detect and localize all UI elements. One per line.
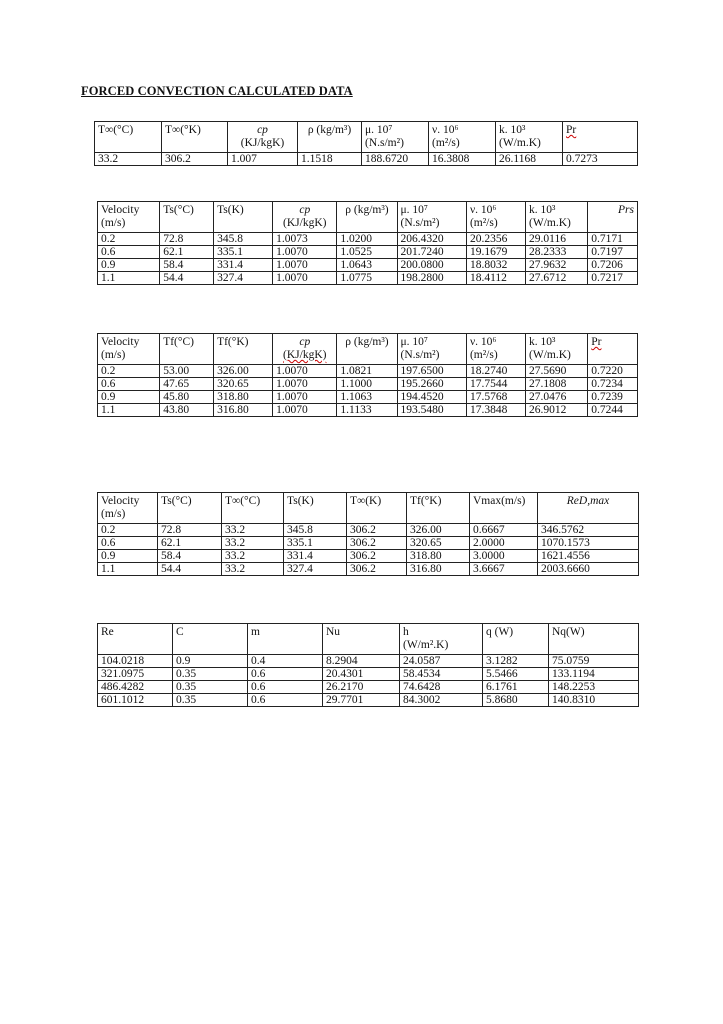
header-cell: Pr [563, 122, 638, 153]
header-cell: cp (KJ/kgK) [273, 334, 337, 365]
header-cell: Velocity (m/s) [98, 493, 158, 524]
table-row [98, 378, 638, 391]
header-cell: Nu [323, 624, 400, 655]
table-cell: 16.3808 [429, 153, 496, 166]
table-cell: 53.00 [160, 365, 214, 378]
header-cell: Pr [588, 334, 638, 365]
table-cell: 1.0525 [337, 246, 397, 259]
table-cell: 0.6 [248, 694, 323, 707]
table-cell: 27.0476 [526, 391, 588, 404]
table-cell: 0.6667 [470, 524, 538, 537]
table-cell: 27.1808 [526, 378, 588, 391]
table-cell: 20.2356 [466, 233, 525, 246]
table-cell: 1.0775 [337, 272, 397, 285]
table-cell: 0.7234 [588, 378, 638, 391]
table-cell: 3.1282 [483, 655, 549, 668]
table-cell: 306.2 [347, 537, 407, 550]
header-cell: Tf(°K) [214, 334, 273, 365]
table-cell: 0.9 [98, 259, 160, 272]
table-cell: 335.1 [214, 246, 273, 259]
table-cell: 140.8310 [549, 694, 639, 707]
table-cell: 1.1518 [298, 153, 362, 166]
header-cell: T∞(°C) [222, 493, 284, 524]
table-cell: 8.2904 [323, 655, 400, 668]
table-cell: 0.2 [98, 233, 160, 246]
table-cell: 18.2740 [466, 365, 525, 378]
table-row [98, 537, 639, 550]
table-row [98, 681, 639, 694]
table-cell: 198.2800 [397, 272, 466, 285]
header-cell: cp (KJ/kgK) [273, 202, 337, 233]
table-cell: 2003.6660 [538, 563, 639, 576]
header-cell: Velocity (m/s) [98, 202, 160, 233]
table-row [95, 153, 638, 166]
table-cell: 197.6500 [397, 365, 466, 378]
surface-properties-table [97, 201, 638, 285]
table-cell: 26.9012 [526, 404, 588, 417]
table-cell: 331.4 [214, 259, 273, 272]
table-cell: 0.2 [98, 524, 158, 537]
table-cell: 601.1012 [98, 694, 173, 707]
table-cell: 318.80 [407, 550, 470, 563]
table-cell: 47.65 [160, 378, 214, 391]
table-cell: 17.5768 [466, 391, 525, 404]
header-cell: ν. 10⁶ (m²/s) [466, 202, 525, 233]
table-cell: 1.1133 [337, 404, 397, 417]
table-cell: 195.2660 [397, 378, 466, 391]
table-cell: 0.6 [98, 537, 158, 550]
table-cell: 54.4 [158, 563, 222, 576]
table-cell: 72.8 [158, 524, 222, 537]
table-cell: 18.4112 [466, 272, 525, 285]
table-cell: 17.7544 [466, 378, 525, 391]
header-cell: ν. 10⁶ (m²/s) [466, 334, 525, 365]
table-cell: 321.0975 [98, 668, 173, 681]
table-cell: 316.80 [214, 404, 273, 417]
table-cell: 6.1761 [483, 681, 549, 694]
table-cell: 33.2 [222, 524, 284, 537]
table-cell: 28.2333 [526, 246, 588, 259]
header-cell: C [173, 624, 248, 655]
table-cell: 19.1679 [466, 246, 525, 259]
table-cell: 27.5690 [526, 365, 588, 378]
table-row [98, 259, 638, 272]
table-cell: 1.0200 [337, 233, 397, 246]
table-cell: 133.1194 [549, 668, 639, 681]
table-row [98, 524, 639, 537]
table-cell: 1.007 [228, 153, 298, 166]
table-cell: 327.4 [284, 563, 347, 576]
table-row [98, 563, 639, 576]
header-cell: T∞(°C) [95, 122, 162, 153]
table-cell: 72.8 [160, 233, 214, 246]
table-cell: 43.80 [160, 404, 214, 417]
table-cell: 0.7206 [588, 259, 638, 272]
table-row [98, 550, 639, 563]
table-cell: 306.2 [347, 563, 407, 576]
table-cell: 200.0800 [397, 259, 466, 272]
table-cell: 1.1000 [337, 378, 397, 391]
header-cell: Prs [588, 202, 638, 233]
header-cell: Ts(°C) [160, 202, 214, 233]
table-cell: 1.0070 [273, 365, 337, 378]
header-cell: k. 10³ (W/m.K) [526, 202, 588, 233]
table-cell: 33.2 [222, 563, 284, 576]
table-cell: 20.4301 [323, 668, 400, 681]
table-cell: 29.7701 [323, 694, 400, 707]
table-row [98, 694, 639, 707]
table-cell: 316.80 [407, 563, 470, 576]
table-cell: 1.0070 [273, 246, 337, 259]
header-cell: Ts(°C) [158, 493, 222, 524]
table-cell: 206.4320 [397, 233, 466, 246]
header-cell: Ts(K) [214, 202, 273, 233]
table-cell: 0.35 [173, 681, 248, 694]
table-cell: 1.1 [98, 272, 160, 285]
header-cell: ReD,max [538, 493, 639, 524]
header-cell: ρ (kg/m³) [337, 202, 397, 233]
table-cell: 306.2 [347, 524, 407, 537]
table-cell: 1.0643 [337, 259, 397, 272]
table-cell: 26.1168 [496, 153, 563, 166]
table-cell: 33.2 [222, 550, 284, 563]
table-cell: 326.00 [214, 365, 273, 378]
table-cell: 24.0587 [400, 655, 483, 668]
table-cell: 331.4 [284, 550, 347, 563]
table-cell: 0.7239 [588, 391, 638, 404]
table-cell: 320.65 [407, 537, 470, 550]
table-row [98, 404, 638, 417]
table-cell: 1.1063 [337, 391, 397, 404]
table-cell: 17.3848 [466, 404, 525, 417]
table-cell: 58.4534 [400, 668, 483, 681]
table-cell: 1.0070 [273, 272, 337, 285]
table-cell: 1621.4556 [538, 550, 639, 563]
table-cell: 5.8680 [483, 694, 549, 707]
table-cell: 1.0070 [273, 259, 337, 272]
header-cell: k. 10³ (W/m.K) [496, 122, 563, 153]
table-cell: 0.7220 [588, 365, 638, 378]
table-cell: 26.2170 [323, 681, 400, 694]
table-cell: 320.65 [214, 378, 273, 391]
table-cell: 1.1 [98, 563, 158, 576]
table-cell: 345.8 [284, 524, 347, 537]
table-cell: 58.4 [158, 550, 222, 563]
table-row [98, 246, 638, 259]
table-cell: 0.35 [173, 694, 248, 707]
table-cell: 2.0000 [470, 537, 538, 550]
film-properties-table [97, 333, 638, 417]
header-cell: ρ (kg/m³) [298, 122, 362, 153]
table-cell: 104.0218 [98, 655, 173, 668]
table-cell: 27.6712 [526, 272, 588, 285]
table-cell: 1.0070 [273, 404, 337, 417]
table-cell: 346.5762 [538, 524, 639, 537]
table-cell: 27.9632 [526, 259, 588, 272]
table-cell: 75.0759 [549, 655, 639, 668]
header-cell: ρ (kg/m³) [337, 334, 397, 365]
table-row [98, 391, 638, 404]
header-cell: Tf(°K) [407, 493, 470, 524]
header-cell: cp (KJ/kgK) [228, 122, 298, 153]
header-cell: T∞(K) [347, 493, 407, 524]
table-cell: 193.5480 [397, 404, 466, 417]
table-cell: 194.4520 [397, 391, 466, 404]
table-cell: 33.2 [95, 153, 162, 166]
table-cell: 0.6 [248, 668, 323, 681]
table-cell: 18.8032 [466, 259, 525, 272]
table-cell: 33.2 [222, 537, 284, 550]
header-cell: Tf(°C) [160, 334, 214, 365]
table-cell: 335.1 [284, 537, 347, 550]
table-cell: 54.4 [160, 272, 214, 285]
table-cell: 306.2 [347, 550, 407, 563]
table-cell: 0.35 [173, 668, 248, 681]
table-cell: 148.2253 [549, 681, 639, 694]
table-cell: 0.7217 [588, 272, 638, 285]
table-cell: 0.6 [98, 246, 160, 259]
table-cell: 3.6667 [470, 563, 538, 576]
header-cell: ν. 10⁶ (m²/s) [429, 122, 496, 153]
table-cell: 326.00 [407, 524, 470, 537]
table-cell: 0.6 [98, 378, 160, 391]
reynolds-input-table [97, 492, 639, 576]
header-cell: h (W/m².K) [400, 624, 483, 655]
table-row [98, 365, 638, 378]
table-cell: 306.2 [162, 153, 228, 166]
table-cell: 5.5466 [483, 668, 549, 681]
table-cell: 62.1 [158, 537, 222, 550]
table-cell: 1.1 [98, 404, 160, 417]
table-cell: 0.7273 [563, 153, 638, 166]
table-row [98, 668, 639, 681]
table-row [98, 272, 638, 285]
table-cell: 84.3002 [400, 694, 483, 707]
header-cell: Nq(W) [549, 624, 639, 655]
table-cell: 45.80 [160, 391, 214, 404]
table-cell: 201.7240 [397, 246, 466, 259]
table-cell: 0.4 [248, 655, 323, 668]
header-cell: μ. 10⁷ (N.s/m²) [397, 202, 466, 233]
table-cell: 0.7171 [588, 233, 638, 246]
table-cell: 1.0821 [337, 365, 397, 378]
header-cell: Re [98, 624, 173, 655]
table-cell: 29.0116 [526, 233, 588, 246]
table-cell: 0.7197 [588, 246, 638, 259]
table-cell: 3.0000 [470, 550, 538, 563]
header-cell: Velocity (m/s) [98, 334, 160, 365]
table-cell: 188.6720 [362, 153, 429, 166]
table-cell: 62.1 [160, 246, 214, 259]
table-cell: 0.2 [98, 365, 160, 378]
table-cell: 0.6 [248, 681, 323, 694]
header-cell: T∞(°K) [162, 122, 228, 153]
heat-transfer-results-table [97, 623, 639, 707]
header-cell: Ts(K) [284, 493, 347, 524]
table-row [98, 655, 639, 668]
header-cell: μ. 10⁷ (N.s/m²) [397, 334, 466, 365]
table-cell: 0.9 [98, 391, 160, 404]
table-cell: 327.4 [214, 272, 273, 285]
table-cell: 0.9 [98, 550, 158, 563]
header-cell: μ. 10⁷ (N.s/m²) [362, 122, 429, 153]
table-cell: 1.0070 [273, 378, 337, 391]
table-cell: 486.4282 [98, 681, 173, 694]
table-cell: 74.6428 [400, 681, 483, 694]
table-cell: 318.80 [214, 391, 273, 404]
page-title: FORCED CONVECTION CALCULATED DATA [81, 84, 353, 98]
table-cell: 1070.1573 [538, 537, 639, 550]
table-row [98, 233, 638, 246]
header-cell: q (W) [483, 624, 549, 655]
header-cell: m [248, 624, 323, 655]
table-cell: 345.8 [214, 233, 273, 246]
table-cell: 1.0070 [273, 391, 337, 404]
header-cell: Vmax(m/s) [470, 493, 538, 524]
table-cell: 58.4 [160, 259, 214, 272]
header-cell: k. 10³ (W/m.K) [526, 334, 588, 365]
ambient-properties-table [94, 121, 638, 166]
table-cell: 0.9 [173, 655, 248, 668]
table-cell: 0.7244 [588, 404, 638, 417]
table-cell: 1.0073 [273, 233, 337, 246]
